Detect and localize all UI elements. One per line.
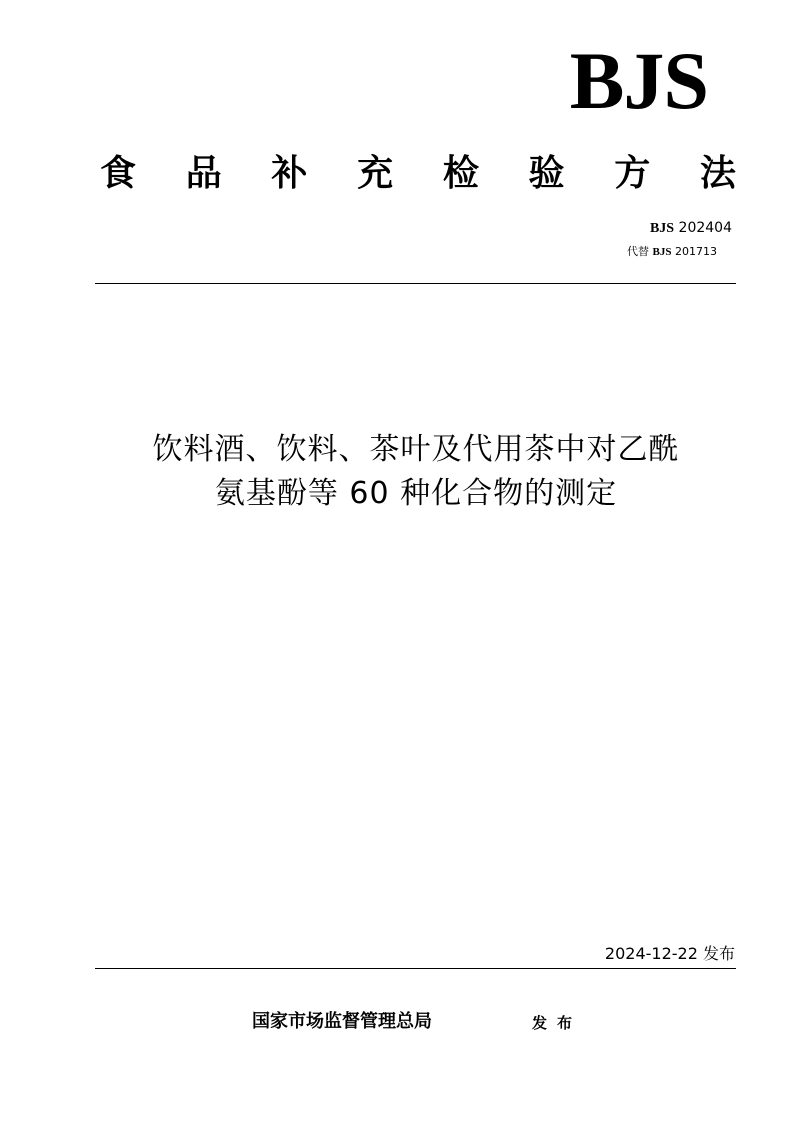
- category-char: 食: [100, 153, 137, 194]
- bottom-divider: [95, 968, 736, 969]
- category-char: 充: [357, 153, 394, 194]
- category-char: 法: [699, 153, 736, 194]
- category-char: 补: [271, 153, 308, 194]
- category-char: 检: [442, 153, 479, 194]
- category-char: 品: [185, 153, 222, 194]
- issue-date-value: 2024-12-22: [604, 944, 698, 963]
- document-title: [96, 428, 736, 516]
- standard-number-value: 202404: [678, 220, 732, 236]
- replaces-standard: [627, 244, 717, 260]
- category-char: 验: [528, 153, 565, 194]
- document-title-line: 氨基酚等 60 种化合物的测定: [214, 476, 618, 511]
- publisher-name: 国家市场监督管理总局: [252, 1011, 432, 1032]
- standard-code: BJS: [649, 221, 675, 236]
- replaces-number: 201713: [675, 245, 717, 258]
- replaces-prefix: 代替: [627, 245, 650, 258]
- standard-number: [650, 218, 732, 239]
- replaces-code: BJS: [652, 246, 672, 258]
- document-title-line: 饮料酒、饮料、茶叶及代用茶中对乙酰: [152, 432, 680, 467]
- bjs-logo: BJS: [569, 35, 708, 126]
- category-char: 方: [614, 153, 651, 194]
- standard-category-heading: [100, 152, 736, 196]
- publish-label: 发布: [532, 1014, 583, 1032]
- issue-date-label: 发布: [702, 944, 735, 963]
- issue-date: [605, 943, 735, 965]
- top-divider: [95, 283, 736, 284]
